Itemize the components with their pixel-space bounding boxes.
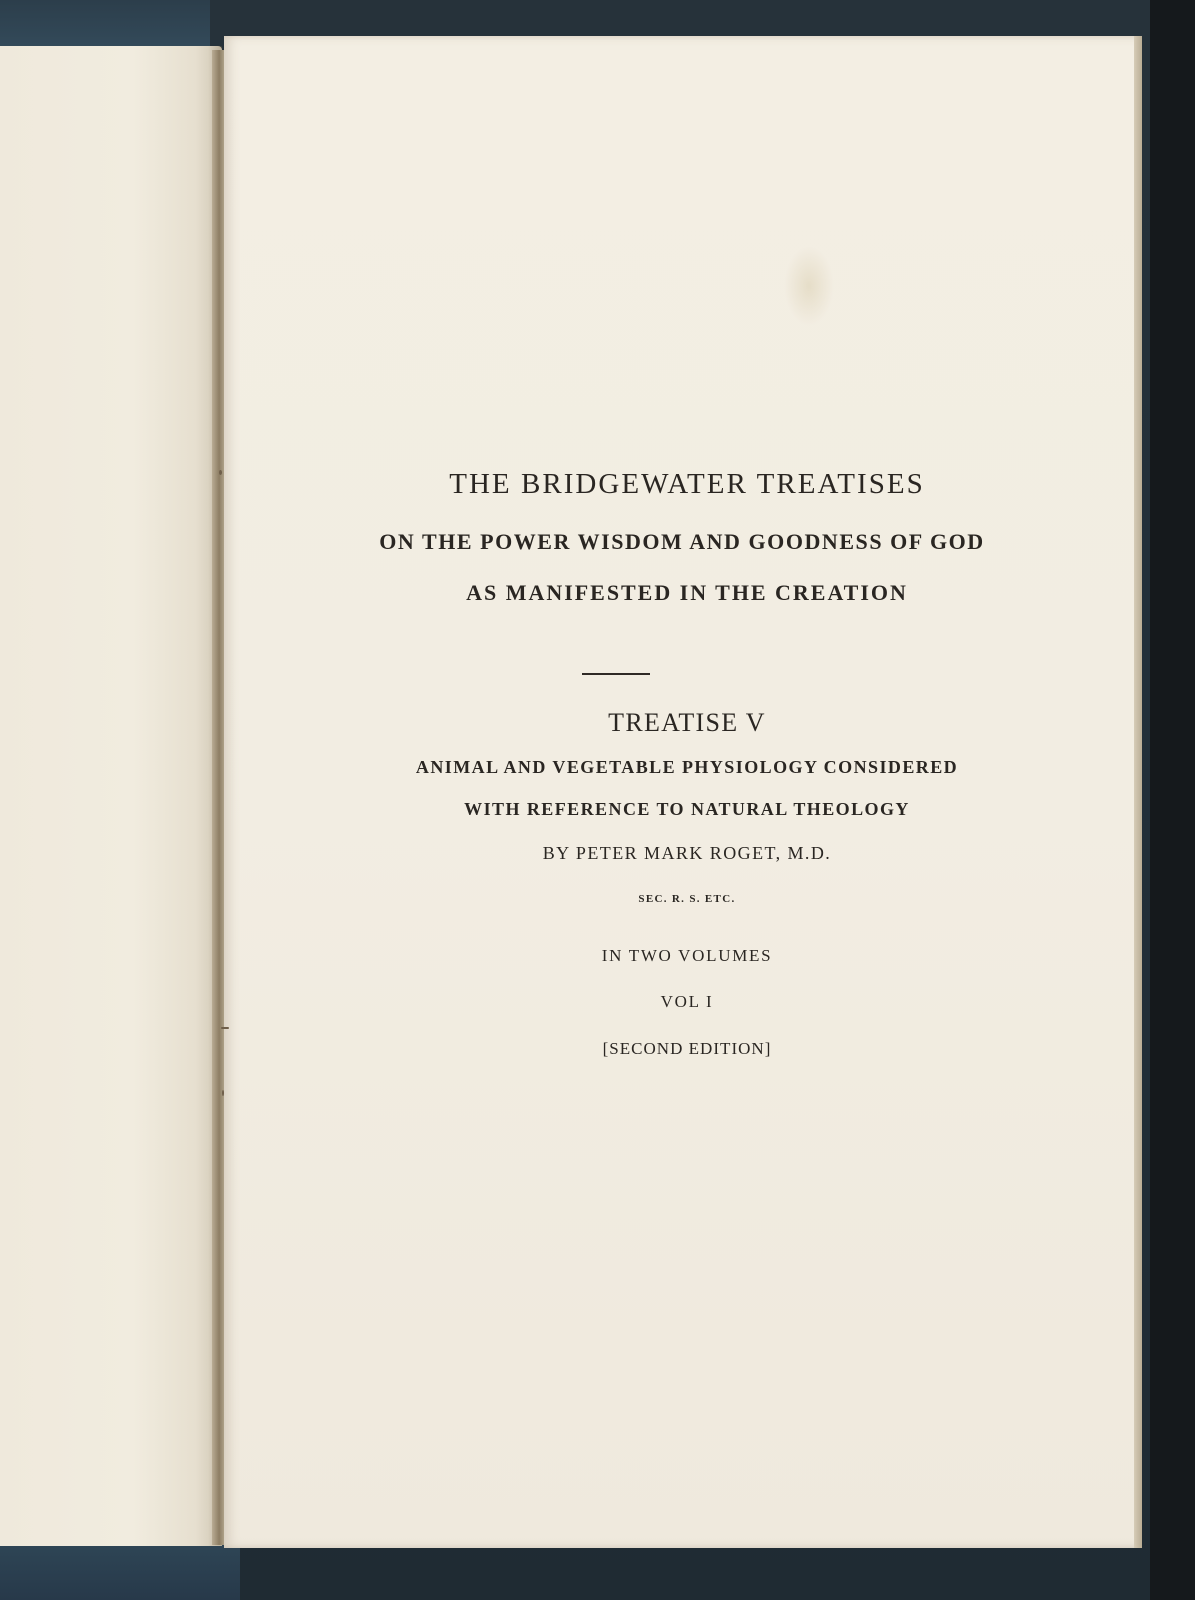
author-line: BY PETER MARK ROGET, M.D. [542, 843, 832, 863]
foxing-mark [219, 470, 222, 475]
cover-top-edge [0, 0, 210, 48]
edition-label: [SECOND EDITION] [602, 1039, 772, 1058]
background-shadow [1150, 0, 1195, 1600]
title-rule [582, 673, 650, 675]
treatise-title-line-1: ANIMAL AND VEGETABLE PHYSIOLOGY CONSIDERED [415, 757, 959, 777]
treatise-number: TREATISE V [608, 708, 766, 737]
volume-number: VOL I [660, 992, 714, 1011]
treatise-title-line-2: WITH REFERENCE TO NATURAL THEOLOGY [464, 799, 910, 819]
cover-bottom-edge [0, 1545, 240, 1600]
author-credentials: SEC. R. S. ETC. [638, 893, 736, 905]
subtitle-line-1: ON THE POWER WISDOM AND GOODNESS OF GOD [379, 529, 985, 554]
volumes-count: IN TWO VOLUMES [601, 946, 773, 965]
subtitle-line-2: AS MANIFESTED IN THE CREATION [466, 580, 908, 605]
main-title: THE BRIDGEWATER TREATISES [449, 468, 925, 500]
title-text-block [224, 0, 1140, 1600]
left-page [0, 46, 222, 1546]
